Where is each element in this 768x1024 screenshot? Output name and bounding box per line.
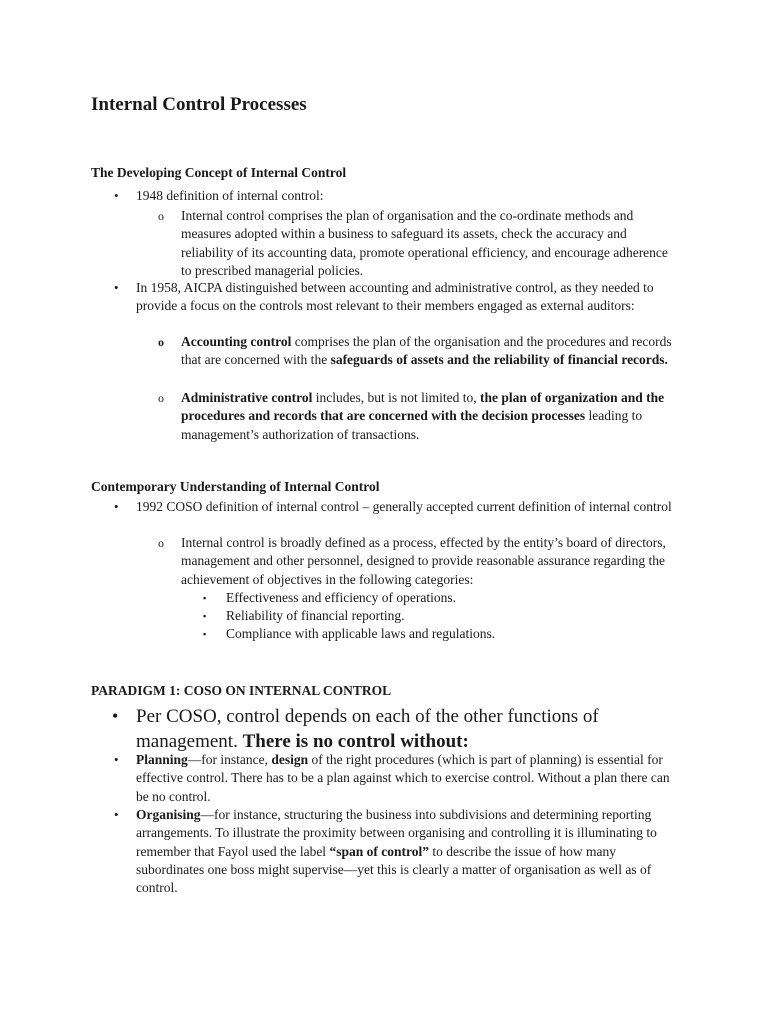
item-text: Internal control comprises the plan of organisation and the co-ordinate methods and measures adopted within a business to safeguard its assets, check the accuracy and reliability of its accounting data, promote operational efficiency, and encourage adherence to prescribed managerial policies. [181,208,668,278]
item-text: 1948 definition of internal control: [136,188,324,203]
list-item [158,207,681,280]
item-text: of the right procedures (which is part of planning) is essential for effective control. There has to be a plan against which to exercise control. Without a plan there can be no control. [136,752,670,804]
item-text: Internal control is broadly defined as a process, effected by the entity’s board of directors, management and other personnel, designed to provide reasonable assurance regarding the achievement of objectives in the following categories: [181,535,666,587]
bullet-icon: • [114,188,119,203]
section-heading-developing-concept: The Developing Concept of Internal Control [91,165,347,180]
section-heading-contemporary-understanding: Contemporary Understanding of Internal Control [91,479,380,494]
list-item [114,279,681,316]
list-item [114,751,681,806]
item-text: —for instance, structuring the business into subdivisions and determining reporting arrangements. To illustrate the proximity between organising and controlling it is illuminating to remember that Fayol used the label [136,807,657,859]
list-item [203,589,681,607]
circle-bullet-icon: o [158,391,164,405]
list-item [158,534,681,589]
item-text: comprises the plan of the organisation and the procedures and records that are concerned with the [181,334,672,368]
item-emphasis: There is no control without: [242,731,469,752]
list-item [114,498,681,516]
list-item [203,625,681,643]
item-text: Compliance with applicable laws and regulations. [226,626,496,641]
list-item [114,806,681,897]
list-item [203,607,681,625]
item-text: —for instance, [187,752,272,767]
item-text: Per COSO, control depends on each of the other functions of management. [136,706,599,752]
bullet-icon: • [114,499,119,514]
item-text: leading to management’s authorization of transactions. [181,408,643,442]
item-text: includes, but is not limited to, [312,390,480,405]
square-bullet-icon: ▪ [203,629,207,639]
item-text: Reliability of financial reporting. [226,608,405,623]
circle-bullet-icon: o [158,209,164,223]
bullet-icon: • [114,807,119,822]
item-emphasis: the plan of organization and the procedures and records that are concerned with the decision processes [181,390,665,424]
list-item [112,704,696,754]
list-item [158,389,681,444]
item-text: In 1958, AICPA distinguished between accounting and administrative control, as they needed to provide a focus on the controls most relevant to their members engaged as external auditors: [136,280,654,314]
circle-bullet-icon: o [158,335,164,349]
item-text: 1992 COSO definition of internal control – generally accepted current definition of internal control [136,499,672,514]
bullet-icon: • [114,752,119,767]
circle-bullet-icon: o [158,536,164,550]
section-heading-paradigm-1: PARADIGM 1: COSO ON INTERNAL CONTROL [91,683,392,698]
item-emphasis: safeguards of assets and the reliability of financial records. [330,352,668,368]
bullet-icon: • [112,706,119,726]
term-organising: Organising [136,807,201,822]
square-bullet-icon: ▪ [203,593,207,603]
term-planning: Planning [136,752,188,767]
list-item [158,333,681,370]
square-bullet-icon: ▪ [203,611,207,621]
item-text: to describe the issue of how many subordinates one boss might supervise—yet this is clearly a matter of organisation as well as of control. [136,843,652,896]
term-accounting-control: Accounting control [181,334,292,349]
item-text: Effectiveness and efficiency of operations. [226,590,457,605]
list-item [114,187,681,205]
document-title: Internal Control Processes [91,94,307,115]
term-administrative-control: Administrative control [181,390,313,405]
item-emphasis: design [271,752,309,767]
item-emphasis: “span of control” [329,843,429,859]
bullet-icon: • [114,280,119,295]
